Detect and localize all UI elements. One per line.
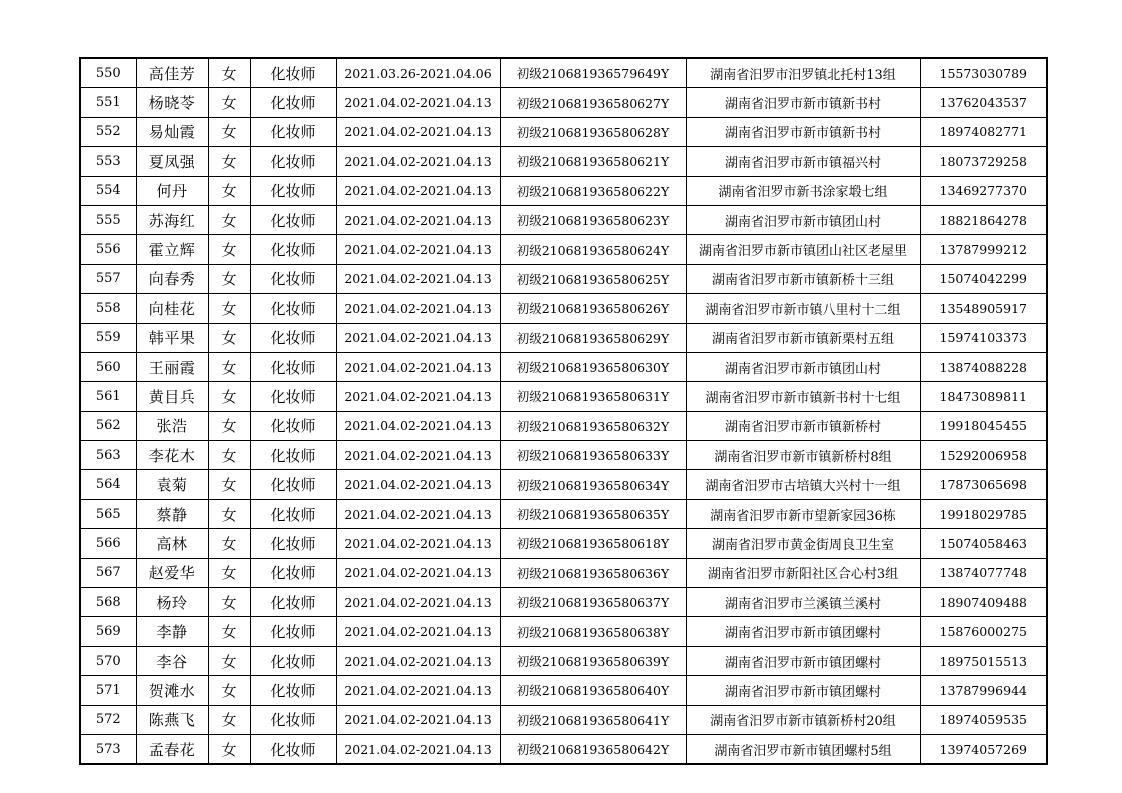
table-row <box>80 676 1047 705</box>
certificate-number-cell: 初级210681936580634Y <box>500 470 686 499</box>
occupation-cell: 化妆师 <box>250 470 336 499</box>
gender-cell: 女 <box>208 147 250 176</box>
occupation-cell: 化妆师 <box>250 734 336 764</box>
occupation-cell: 化妆师 <box>250 646 336 675</box>
gender-cell: 女 <box>208 734 250 764</box>
phone-number-cell: 18974059535 <box>920 705 1047 734</box>
occupation-cell: 化妆师 <box>250 88 336 117</box>
certificate-number-cell: 初级210681936580631Y <box>500 382 686 411</box>
phone-number-cell: 18473089811 <box>920 382 1047 411</box>
training-period-cell: 2021.04.02-2021.04.13 <box>336 558 500 587</box>
row-number-cell: 560 <box>80 352 136 381</box>
phone-number-cell: 18974082771 <box>920 117 1047 146</box>
trainee-name-cell: 赵爱华 <box>136 558 208 587</box>
row-number-cell: 550 <box>80 58 136 88</box>
row-number-cell: 554 <box>80 176 136 205</box>
home-address-cell: 湖南省汨罗市新阳社区合心村3组 <box>686 558 920 587</box>
training-period-cell: 2021.04.02-2021.04.13 <box>336 676 500 705</box>
certificate-number-cell: 初级210681936580640Y <box>500 676 686 705</box>
home-address-cell: 湖南省汨罗市汨罗镇北托村13组 <box>686 58 920 88</box>
phone-number-cell: 15876000275 <box>920 617 1047 646</box>
occupation-cell: 化妆师 <box>250 205 336 234</box>
row-number-cell: 570 <box>80 646 136 675</box>
phone-number-cell: 18821864278 <box>920 205 1047 234</box>
row-number-cell: 556 <box>80 235 136 264</box>
certificate-number-cell: 初级210681936580633Y <box>500 441 686 470</box>
table-row <box>80 441 1047 470</box>
gender-cell: 女 <box>208 646 250 675</box>
training-period-cell: 2021.04.02-2021.04.13 <box>336 441 500 470</box>
trainee-name-cell: 高林 <box>136 529 208 558</box>
trainee-name-cell: 易灿霞 <box>136 117 208 146</box>
certificate-number-cell: 初级210681936580637Y <box>500 588 686 617</box>
home-address-cell: 湖南省汨罗市新市镇团山村 <box>686 352 920 381</box>
phone-number-cell: 18073729258 <box>920 147 1047 176</box>
row-number-cell: 558 <box>80 294 136 323</box>
row-number-cell: 573 <box>80 734 136 764</box>
gender-cell: 女 <box>208 323 250 352</box>
certificate-number-cell: 初级210681936580638Y <box>500 617 686 646</box>
training-period-cell: 2021.04.02-2021.04.13 <box>336 323 500 352</box>
row-number-cell: 569 <box>80 617 136 646</box>
occupation-cell: 化妆师 <box>250 617 336 646</box>
certificate-number-cell: 初级210681936580632Y <box>500 411 686 440</box>
row-number-cell: 552 <box>80 117 136 146</box>
trainee-name-cell: 王丽霞 <box>136 352 208 381</box>
certificate-number-cell: 初级210681936580628Y <box>500 117 686 146</box>
row-number-cell: 564 <box>80 470 136 499</box>
home-address-cell: 湖南省汨罗市黄金街周良卫生室 <box>686 529 920 558</box>
row-number-cell: 555 <box>80 205 136 234</box>
home-address-cell: 湖南省汨罗市新市镇新桥村 <box>686 411 920 440</box>
trainee-name-cell: 黄目兵 <box>136 382 208 411</box>
table-row <box>80 382 1047 411</box>
training-period-cell: 2021.04.02-2021.04.13 <box>336 588 500 617</box>
trainee-name-cell: 霍立辉 <box>136 235 208 264</box>
row-number-cell: 567 <box>80 558 136 587</box>
occupation-cell: 化妆师 <box>250 529 336 558</box>
certificate-number-cell: 初级210681936580623Y <box>500 205 686 234</box>
certificate-number-cell: 初级210681936580618Y <box>500 529 686 558</box>
row-number-cell: 568 <box>80 588 136 617</box>
occupation-cell: 化妆师 <box>250 323 336 352</box>
phone-number-cell: 15074042299 <box>920 264 1047 293</box>
certificate-number-cell: 初级210681936580636Y <box>500 558 686 587</box>
certificate-number-cell: 初级210681936580642Y <box>500 734 686 764</box>
gender-cell: 女 <box>208 264 250 293</box>
row-number-cell: 563 <box>80 441 136 470</box>
home-address-cell: 湖南省汨罗市兰溪镇兰溪村 <box>686 588 920 617</box>
table-row <box>80 147 1047 176</box>
gender-cell: 女 <box>208 588 250 617</box>
table-row <box>80 205 1047 234</box>
training-period-cell: 2021.04.02-2021.04.13 <box>336 235 500 264</box>
training-period-cell: 2021.04.02-2021.04.13 <box>336 529 500 558</box>
training-period-cell: 2021.04.02-2021.04.13 <box>336 470 500 499</box>
trainee-name-cell: 夏凤强 <box>136 147 208 176</box>
training-period-cell: 2021.04.02-2021.04.13 <box>336 205 500 234</box>
training-period-cell: 2021.04.02-2021.04.13 <box>336 617 500 646</box>
trainee-name-cell: 向桂花 <box>136 294 208 323</box>
occupation-cell: 化妆师 <box>250 352 336 381</box>
home-address-cell: 湖南省汨罗市新书涂家塅七组 <box>686 176 920 205</box>
training-period-cell: 2021.04.02-2021.04.13 <box>336 117 500 146</box>
home-address-cell: 湖南省汨罗市新市镇团螺村5组 <box>686 734 920 764</box>
trainee-name-cell: 孟春花 <box>136 734 208 764</box>
row-number-cell: 561 <box>80 382 136 411</box>
trainee-name-cell: 李花木 <box>136 441 208 470</box>
gender-cell: 女 <box>208 352 250 381</box>
trainee-name-cell: 高佳芳 <box>136 58 208 88</box>
gender-cell: 女 <box>208 470 250 499</box>
training-period-cell: 2021.04.02-2021.04.13 <box>336 176 500 205</box>
occupation-cell: 化妆师 <box>250 58 336 88</box>
training-period-cell: 2021.04.02-2021.04.13 <box>336 734 500 764</box>
home-address-cell: 湖南省汨罗市新市望新家园36栋 <box>686 499 920 528</box>
gender-cell: 女 <box>208 441 250 470</box>
trainee-name-cell: 袁菊 <box>136 470 208 499</box>
home-address-cell: 湖南省汨罗市新市镇新桥十三组 <box>686 264 920 293</box>
table-row <box>80 734 1047 764</box>
certificate-number-cell: 初级210681936580621Y <box>500 147 686 176</box>
trainee-name-cell: 李谷 <box>136 646 208 675</box>
occupation-cell: 化妆师 <box>250 588 336 617</box>
gender-cell: 女 <box>208 382 250 411</box>
home-address-cell: 湖南省汨罗市新市镇新书村 <box>686 117 920 146</box>
phone-number-cell: 15074058463 <box>920 529 1047 558</box>
gender-cell: 女 <box>208 205 250 234</box>
certificate-number-cell: 初级210681936580630Y <box>500 352 686 381</box>
occupation-cell: 化妆师 <box>250 705 336 734</box>
phone-number-cell: 15573030789 <box>920 58 1047 88</box>
gender-cell: 女 <box>208 529 250 558</box>
phone-number-cell: 13787999212 <box>920 235 1047 264</box>
certificate-number-cell: 初级210681936580639Y <box>500 646 686 675</box>
phone-number-cell: 13787996944 <box>920 676 1047 705</box>
row-number-cell: 571 <box>80 676 136 705</box>
trainee-name-cell: 李静 <box>136 617 208 646</box>
certificate-number-cell: 初级210681936580635Y <box>500 499 686 528</box>
trainee-name-cell: 贺滩水 <box>136 676 208 705</box>
home-address-cell: 湖南省汨罗市古培镇大兴村十一组 <box>686 470 920 499</box>
training-period-cell: 2021.04.02-2021.04.13 <box>336 499 500 528</box>
table-row <box>80 529 1047 558</box>
home-address-cell: 湖南省汨罗市新市镇团山社区老屋里 <box>686 235 920 264</box>
training-period-cell: 2021.04.02-2021.04.13 <box>336 705 500 734</box>
training-period-cell: 2021.04.02-2021.04.13 <box>336 352 500 381</box>
phone-number-cell: 19918045455 <box>920 411 1047 440</box>
home-address-cell: 湖南省汨罗市新市镇团螺村 <box>686 646 920 675</box>
home-address-cell: 湖南省汨罗市新市镇团螺村 <box>686 617 920 646</box>
occupation-cell: 化妆师 <box>250 264 336 293</box>
table-row <box>80 235 1047 264</box>
home-address-cell: 湖南省汨罗市新市镇新书村十七组 <box>686 382 920 411</box>
table-row <box>80 705 1047 734</box>
row-number-cell: 559 <box>80 323 136 352</box>
certificate-number-cell: 初级210681936580622Y <box>500 176 686 205</box>
table-row <box>80 499 1047 528</box>
trainee-name-cell: 向春秀 <box>136 264 208 293</box>
row-number-cell: 565 <box>80 499 136 528</box>
home-address-cell: 湖南省汨罗市新市镇新桥村20组 <box>686 705 920 734</box>
table-row <box>80 294 1047 323</box>
row-number-cell: 566 <box>80 529 136 558</box>
occupation-cell: 化妆师 <box>250 235 336 264</box>
row-number-cell: 572 <box>80 705 136 734</box>
home-address-cell: 湖南省汨罗市新市镇团螺村 <box>686 676 920 705</box>
occupation-cell: 化妆师 <box>250 441 336 470</box>
training-period-cell: 2021.04.02-2021.04.13 <box>336 147 500 176</box>
home-address-cell: 湖南省汨罗市新市镇八里村十二组 <box>686 294 920 323</box>
gender-cell: 女 <box>208 58 250 88</box>
table-row <box>80 646 1047 675</box>
phone-number-cell: 13974057269 <box>920 734 1047 764</box>
row-number-cell: 553 <box>80 147 136 176</box>
gender-cell: 女 <box>208 499 250 528</box>
training-period-cell: 2021.04.02-2021.04.13 <box>336 411 500 440</box>
phone-number-cell: 19918029785 <box>920 499 1047 528</box>
training-period-cell: 2021.04.02-2021.04.13 <box>336 646 500 675</box>
phone-number-cell: 13874088228 <box>920 352 1047 381</box>
phone-number-cell: 18975015513 <box>920 646 1047 675</box>
gender-cell: 女 <box>208 88 250 117</box>
row-number-cell: 557 <box>80 264 136 293</box>
occupation-cell: 化妆师 <box>250 499 336 528</box>
occupation-cell: 化妆师 <box>250 117 336 146</box>
gender-cell: 女 <box>208 117 250 146</box>
certificate-number-cell: 初级210681936580625Y <box>500 264 686 293</box>
training-period-cell: 2021.04.02-2021.04.13 <box>336 88 500 117</box>
certificate-number-cell: 初级210681936580629Y <box>500 323 686 352</box>
table-row <box>80 352 1047 381</box>
gender-cell: 女 <box>208 705 250 734</box>
gender-cell: 女 <box>208 558 250 587</box>
phone-number-cell: 13469277370 <box>920 176 1047 205</box>
occupation-cell: 化妆师 <box>250 147 336 176</box>
training-period-cell: 2021.04.02-2021.04.13 <box>336 264 500 293</box>
trainee-name-cell: 杨玲 <box>136 588 208 617</box>
training-period-cell: 2021.04.02-2021.04.13 <box>336 382 500 411</box>
trainee-name-cell: 张浩 <box>136 411 208 440</box>
certificate-number-cell: 初级210681936580627Y <box>500 88 686 117</box>
gender-cell: 女 <box>208 235 250 264</box>
certificate-number-cell: 初级210681936580641Y <box>500 705 686 734</box>
trainee-name-cell: 苏海红 <box>136 205 208 234</box>
trainee-name-cell: 何丹 <box>136 176 208 205</box>
occupation-cell: 化妆师 <box>250 382 336 411</box>
gender-cell: 女 <box>208 617 250 646</box>
records-body <box>80 58 1047 764</box>
table-row <box>80 558 1047 587</box>
occupation-cell: 化妆师 <box>250 176 336 205</box>
table-row <box>80 411 1047 440</box>
phone-number-cell: 13874077748 <box>920 558 1047 587</box>
phone-number-cell: 18907409488 <box>920 588 1047 617</box>
phone-number-cell: 15292006958 <box>920 441 1047 470</box>
home-address-cell: 湖南省汨罗市新市镇新书村 <box>686 88 920 117</box>
trainee-name-cell: 蔡静 <box>136 499 208 528</box>
trainee-name-cell: 杨晓苓 <box>136 88 208 117</box>
trainee-name-cell: 韩平果 <box>136 323 208 352</box>
table-row <box>80 88 1047 117</box>
records-sheet <box>79 57 1046 763</box>
occupation-cell: 化妆师 <box>250 676 336 705</box>
phone-number-cell: 17873065698 <box>920 470 1047 499</box>
gender-cell: 女 <box>208 176 250 205</box>
certificate-number-cell: 初级210681936580626Y <box>500 294 686 323</box>
gender-cell: 女 <box>208 676 250 705</box>
table-row <box>80 264 1047 293</box>
table-row <box>80 58 1047 88</box>
training-period-cell: 2021.03.26-2021.04.06 <box>336 58 500 88</box>
table-row <box>80 323 1047 352</box>
occupation-cell: 化妆师 <box>250 411 336 440</box>
table-row <box>80 117 1047 146</box>
certificate-number-cell: 初级210681936580624Y <box>500 235 686 264</box>
table-row <box>80 176 1047 205</box>
phone-number-cell: 13762043537 <box>920 88 1047 117</box>
table-row <box>80 588 1047 617</box>
certificate-number-cell: 初级210681936579649Y <box>500 58 686 88</box>
trainee-name-cell: 陈燕飞 <box>136 705 208 734</box>
gender-cell: 女 <box>208 411 250 440</box>
row-number-cell: 562 <box>80 411 136 440</box>
phone-number-cell: 15974103373 <box>920 323 1047 352</box>
occupation-cell: 化妆师 <box>250 558 336 587</box>
home-address-cell: 湖南省汨罗市新市镇福兴村 <box>686 147 920 176</box>
home-address-cell: 湖南省汨罗市新市镇新桥村8组 <box>686 441 920 470</box>
records-table <box>79 57 1048 765</box>
table-row <box>80 617 1047 646</box>
gender-cell: 女 <box>208 294 250 323</box>
home-address-cell: 湖南省汨罗市新市镇团山村 <box>686 205 920 234</box>
training-period-cell: 2021.04.02-2021.04.13 <box>336 294 500 323</box>
occupation-cell: 化妆师 <box>250 294 336 323</box>
home-address-cell: 湖南省汨罗市新市镇新栗村五组 <box>686 323 920 352</box>
row-number-cell: 551 <box>80 88 136 117</box>
phone-number-cell: 13548905917 <box>920 294 1047 323</box>
table-row <box>80 470 1047 499</box>
